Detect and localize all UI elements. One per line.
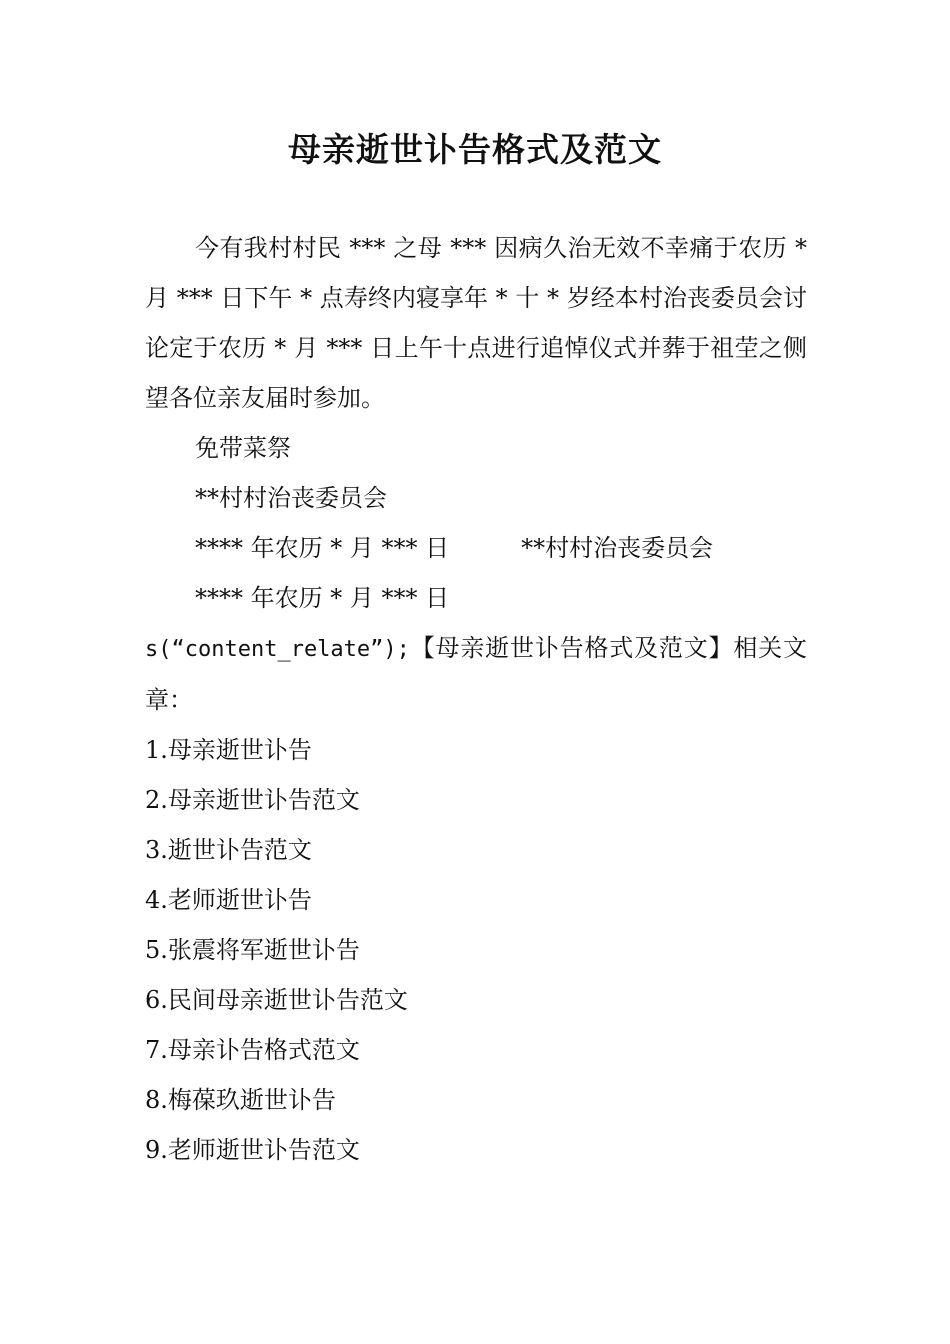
relate-text: 【母亲逝世讣告格式及范文】相关文章： bbox=[145, 634, 807, 714]
related-article-link[interactable]: 7.母亲讣告格式范文 bbox=[145, 1036, 360, 1064]
related-article-link[interactable]: 2.母亲逝世讣告范文 bbox=[145, 786, 360, 814]
related-articles-list bbox=[145, 725, 807, 1175]
document-title: 母亲逝世讣告格式及范文 bbox=[288, 130, 662, 169]
related-article-link[interactable]: 9.老师逝世讣告范文 bbox=[145, 1136, 360, 1164]
related-article-link[interactable]: 6.民间母亲逝世讣告范文 bbox=[145, 986, 408, 1014]
related-article-link[interactable]: 8.梅葆玖逝世讣告 bbox=[145, 1086, 336, 1114]
no-offering-line: 免带菜祭 bbox=[195, 434, 291, 462]
relate-code: s(“content_relate”); bbox=[145, 637, 410, 662]
committee-signature-repeat: **村村治丧委员会 bbox=[521, 534, 714, 562]
related-article-link[interactable]: 5.张震将军逝世讣告 bbox=[145, 936, 360, 964]
date-signature-line bbox=[145, 523, 807, 573]
related-articles-heading bbox=[145, 623, 807, 725]
committee-signature: **村村治丧委员会 bbox=[195, 484, 387, 512]
related-article-link[interactable]: 3.逝世讣告范文 bbox=[145, 836, 312, 864]
signature-date-repeat: **** 年农历 * 月 *** 日 bbox=[195, 584, 450, 612]
obituary-paragraph: 今有我村村民 *** 之母 *** 因病久治无效不幸痛于农历 * 月 *** 日下午 * 点寿终内寝享年 * 十 * 岁经本村治丧委员会讨论定于农历 * 月 *** 日上午十点进行追悼仪式并葬于祖茔之侧望各位亲友届时参加。 bbox=[145, 234, 807, 412]
related-article-link[interactable]: 4.老师逝世讣告 bbox=[145, 886, 312, 914]
signature-date: **** 年农历 * 月 *** 日 bbox=[195, 534, 450, 562]
related-article-link[interactable]: 1.母亲逝世讣告 bbox=[145, 736, 312, 764]
document-body bbox=[145, 223, 807, 1175]
